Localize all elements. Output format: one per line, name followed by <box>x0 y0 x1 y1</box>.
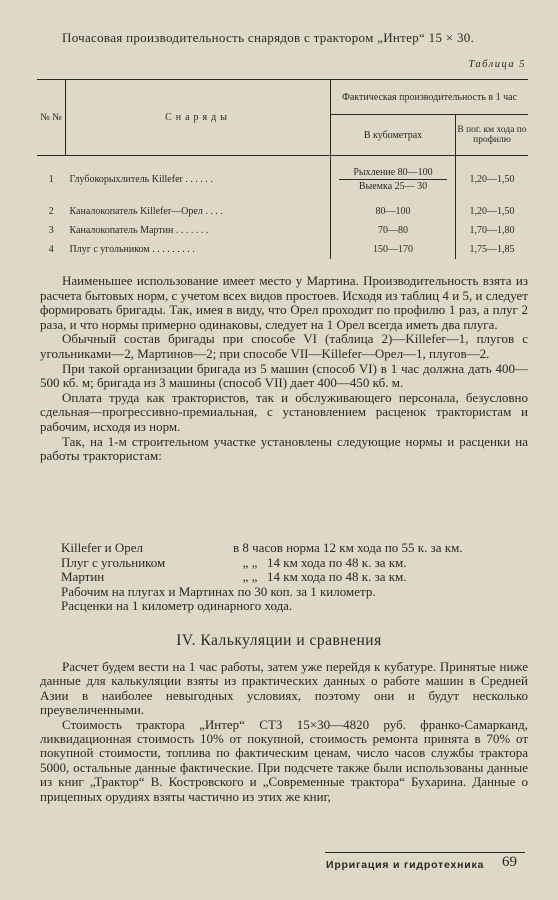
cubic-meters-cell: 70—80 <box>331 221 456 240</box>
paragraph: Обычный состав бригады при способе VI (таблица 2)—Killefer—1, плугов с угольниками—2, Мартинов—2; при способе VII—Killefer—Орел—1, плугов—2. <box>40 331 528 361</box>
table-row <box>37 240 528 259</box>
table-row <box>37 202 528 221</box>
km-cell: 1,20—1,50 <box>456 202 529 221</box>
row-number: 3 <box>48 225 54 236</box>
norm-subject: Плуг с угольником <box>61 554 166 570</box>
paragraph: Оплата труда как трактористов, так и обслуживающего персонала, безусловно сдельная—прогрессивно-премиальная, с установлением расценок трактористам и рабочим, исходя из норм. <box>40 389 528 434</box>
cubic-meters-cell: 150—170 <box>331 240 456 259</box>
km-cell: 1,70—1,80 <box>456 221 529 240</box>
norm-row <box>61 570 521 585</box>
rates-note: Расценки на 1 километр одинарного хода. <box>61 598 293 614</box>
footer-rule <box>325 852 525 853</box>
row-number: 2 <box>48 206 54 217</box>
page-number: 69 <box>502 854 517 870</box>
norm-subject: Killefer и Орел <box>61 540 144 555</box>
ditto-mark: „ „ <box>242 554 258 570</box>
body-text <box>40 274 528 464</box>
km-cell: 1,75—1,85 <box>456 240 529 259</box>
table-caption: Почасовая производительность снарядов с трактором „Интер“ 15 × 30. <box>62 30 475 45</box>
footer-journal-title: Ирригация и гидротехника <box>326 859 485 871</box>
table-row <box>37 156 528 203</box>
header-cubic-meters: В кубометрах <box>331 115 456 156</box>
implement-name: Каналокопатель Мартин . . . . . . . <box>69 225 209 236</box>
norm-text: 14 км хода по 48 к. за км. <box>267 569 407 585</box>
norm-text: в 8 часов норма 12 км хода по 55 к. за км. <box>233 540 463 555</box>
workers-rate: Рабочим на плугах и Мартинах по 30 коп. за 1 километр. <box>61 583 376 599</box>
norm-subject: Мартин <box>61 569 105 585</box>
implement-name: Глубокорыхлитель Killefer . . . . . . <box>69 173 213 185</box>
cubic-meters-cell <box>331 156 456 203</box>
ditto-mark: „ „ <box>242 569 258 585</box>
cubic-meters-cell: 80—100 <box>331 202 456 221</box>
table-label: Таблица 5 <box>468 59 526 70</box>
table-row <box>37 221 528 240</box>
paragraph: Стоимость трактора „Интер“ СТЗ 15×30—4820 руб. франко-Самарканд, ликвидационная стоимость 10% от покупной, стоимость ремонта принята в 70% от покупной стоимости, топлива по фактическим ценам, число часов службы трактора 5000, остальные данные фактические. При подсчете также были использованы данные из книг „Трактор“ В. Костровского и „Современные трактора“ Бухарина. Данные о прицепных орудиях взяты частично из этих же книг, <box>40 716 528 804</box>
productivity-table <box>37 79 528 259</box>
norm-row <box>61 541 521 556</box>
header-km-per-profile: В пог. км хода по профилю <box>456 115 529 156</box>
row-number: 4 <box>48 244 54 255</box>
paragraph: Расчет будем вести на 1 час работы, затем уже перейдя к кубатуре. Принятые ниже данные для калькуляции взяты из практических данных о работе машин в Средней Азии в наиболее невыгодных условиях, поэтому они и будут несколько преувеличенными. <box>40 659 528 718</box>
section-title: IV. Калькуляции и сравнения <box>176 632 382 649</box>
header-implements: Снаряды <box>66 80 331 156</box>
implement-name: Каналокопатель Killefer—Орел . . . . <box>69 206 223 217</box>
km-cell: 1,20—1,50 <box>456 156 529 203</box>
norm-text: 14 км хода по 48 к. за км. <box>267 554 407 570</box>
paragraph: Так, на 1-м строительном участке установлены следующие нормы и расценки на работы трактористам: <box>40 433 528 464</box>
implement-name: Плуг с угольником . . . . . . . . . <box>69 244 195 255</box>
norms-list <box>61 541 521 614</box>
excavation-value: Выемка 25— 30 <box>358 180 428 192</box>
norm-row <box>61 556 521 571</box>
paragraph: При такой организации бригада из 5 машин (способ VI) в 1 час должна дать 400—500 кб. м; бригада из 3 машины (способ VII) дает 400—450 кб. м. <box>40 360 528 391</box>
loosening-value: Рыхление 80—100 <box>339 166 447 180</box>
header-number: № № <box>37 80 66 156</box>
row-number: 1 <box>48 173 54 185</box>
header-actual-productivity: Фактическая производительность в 1 час <box>331 80 529 115</box>
paragraph: Наименьшее использование имеет место у Мартина. Производительность взята из расчета бытовых норм, с учетом всех видов простоев. Исходя из таблиц 4 и 5, и следует формировать бригады. Так, имея в виду, что Орел проходит по профилю 1 раз, а плуг 2 раза, и что нормы примерно одинаковы, следует на 1 Орел всегда иметь два плуга. <box>40 273 528 332</box>
calculation-text <box>40 660 528 804</box>
